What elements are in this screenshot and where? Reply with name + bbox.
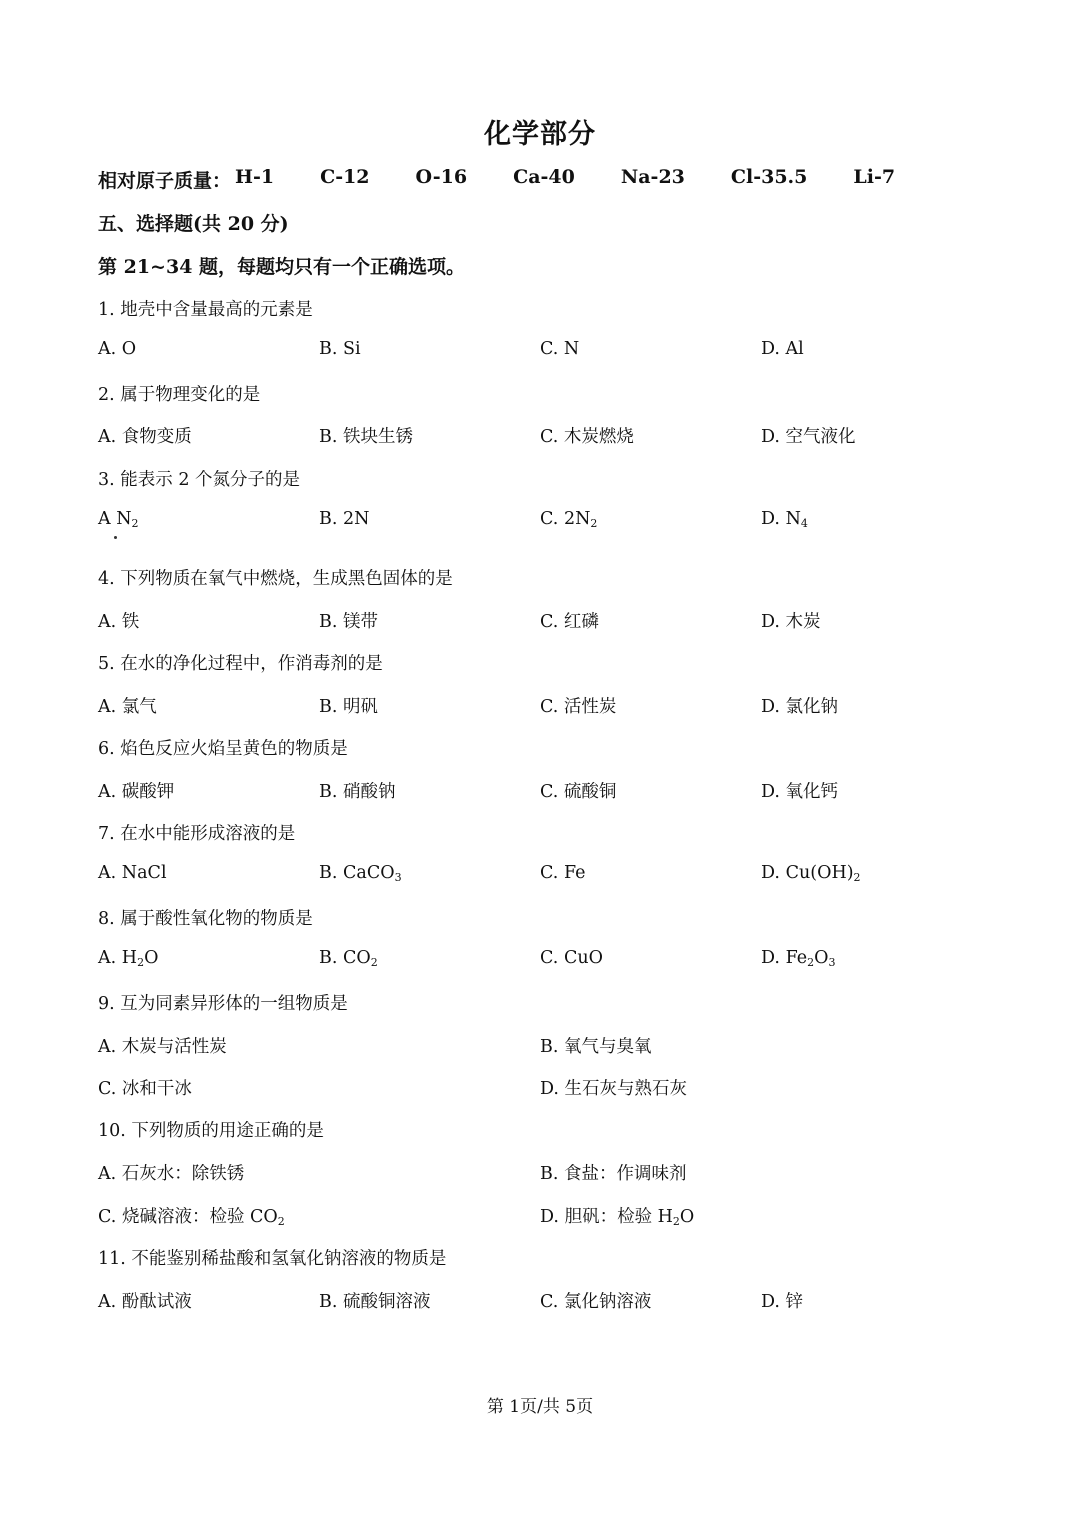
option-b: B. 硫酸铜溶液: [319, 1292, 431, 1312]
option-b: B. CaCO$_3$: [319, 863, 402, 884]
option-b: B. 硝酸钠: [319, 782, 396, 802]
atomic-masses-label: 相对原子质量：: [98, 170, 232, 192]
question-options: [98, 778, 978, 804]
question-options: [98, 693, 978, 719]
question-options: [98, 423, 978, 449]
question-options: [98, 863, 978, 889]
page-title: 化学部分: [484, 119, 596, 150]
option-c: C. 硫酸铜: [540, 782, 617, 802]
question-stem: 7. 在水中能形成溶液的是: [98, 824, 296, 844]
option-c: C. 冰和干冰: [98, 1079, 192, 1099]
option-c: C. 烧碱溶液：检验 $CO_2$: [98, 1207, 285, 1228]
option-c: C. 红磷: [540, 612, 599, 632]
question-stem: 5. 在水的净化过程中，作消毒剂的是: [98, 654, 383, 674]
option-d: D. 胆矾：检验 $H_2O$: [540, 1207, 695, 1228]
atomic-mass-c: C-12: [320, 166, 370, 188]
option-b: B. 铁块生锈: [319, 427, 413, 447]
option-a: A. NaCl: [98, 863, 167, 883]
option-d: D. $Cu(OH)_2$: [761, 863, 861, 884]
option-a: A. $H_2O$: [98, 948, 159, 969]
option-b: B. Si: [319, 339, 361, 359]
option-c: C. 木炭燃烧: [540, 427, 634, 447]
option-a: A. 氯气: [98, 697, 157, 717]
option-c: C. 氯化钠溶液: [540, 1292, 652, 1312]
question-stem: 9. 互为同素异形体的一组物质是: [98, 994, 348, 1014]
question-stem: 2. 属于物理变化的是: [98, 385, 261, 405]
option-a: A. 碳酸钾: [98, 782, 175, 802]
option-d: D. 木炭: [761, 612, 821, 632]
question-options: [98, 948, 978, 974]
atomic-mass-o: O-16: [415, 166, 468, 188]
option-c: C. $2N_2$: [540, 509, 598, 530]
option-a: A. 石灰水：除铁锈: [98, 1164, 245, 1184]
question-stem: 1. 地壳中含量最高的元素是: [98, 300, 313, 320]
option-a: A. 食物变质: [98, 427, 192, 447]
atomic-masses-line: [98, 166, 895, 193]
option-d: D. 氯化钠: [761, 697, 839, 717]
page-footer: 第 1页/共 5页: [486, 1397, 594, 1417]
option-b: B. 食盐：作调味剂: [540, 1164, 687, 1184]
option-a: A. 木炭与活性炭: [98, 1037, 227, 1057]
question-options: [98, 1203, 978, 1229]
option-a: A. O: [98, 339, 137, 359]
option-d: D. Al: [761, 339, 804, 359]
question-stem: 4. 下列物质在氧气中燃烧，生成黑色固体的是: [98, 569, 453, 589]
atomic-mass-ca: Ca-40: [513, 166, 575, 188]
option-c: C. CuO: [540, 948, 603, 968]
question-options: [98, 339, 978, 365]
option-d: D. 氧化钙: [761, 782, 839, 802]
question-options: [98, 1160, 978, 1186]
question-stem: 8. 属于酸性氧化物的物质是: [98, 909, 313, 929]
question-options: [98, 509, 978, 535]
option-a: A. 铁: [98, 612, 140, 632]
atomic-mass-li: Li-7: [853, 166, 896, 188]
option-c: C. 活性炭: [540, 697, 617, 717]
option-b: B. 镁带: [319, 612, 378, 632]
section-instruction: 第 21~34 题，每题均只有一个正确选项。: [98, 256, 466, 278]
atomic-mass-h: H-1: [235, 166, 275, 188]
option-a: A $N_2$: [98, 509, 139, 530]
question-options: [98, 608, 978, 634]
option-c: C. Fe: [540, 863, 586, 883]
option-d: D. 生石灰与熟石灰: [540, 1079, 688, 1099]
question-options: [98, 1033, 978, 1059]
question-stem: 11. 不能鉴别稀盐酸和氢氧化钠溶液的物质是: [98, 1249, 447, 1269]
option-d: D. $Fe_2O_3$: [761, 948, 836, 969]
question-stem: 3. 能表示 2 个氮分子的是: [98, 470, 301, 490]
option-a: A. 酚酞试液: [98, 1292, 192, 1312]
option-b: B. 2N: [319, 509, 370, 529]
question-stem: 6. 焰色反应火焰呈黄色的物质是: [98, 739, 348, 759]
option-c: C. N: [540, 339, 580, 359]
option-b: B. 明矾: [319, 697, 378, 717]
option-b: B. $CO_2$: [319, 948, 378, 969]
option-d: D. 空气液化: [761, 427, 856, 447]
atomic-mass-cl: Cl-35.5: [730, 166, 808, 188]
option-b: B. 氧气与臭氧: [540, 1037, 652, 1057]
atomic-mass-na: Na-23: [620, 166, 685, 188]
option-d: D. $N_4$: [761, 509, 808, 530]
section-heading: 五、选择题(共 20 分): [98, 213, 289, 235]
option-d: D. 锌: [761, 1292, 804, 1312]
question-options: [98, 1288, 978, 1314]
question-stem: 10. 下列物质的用途正确的是: [98, 1121, 324, 1141]
stray-dot-mark: [114, 536, 117, 539]
question-options: [98, 1075, 978, 1101]
